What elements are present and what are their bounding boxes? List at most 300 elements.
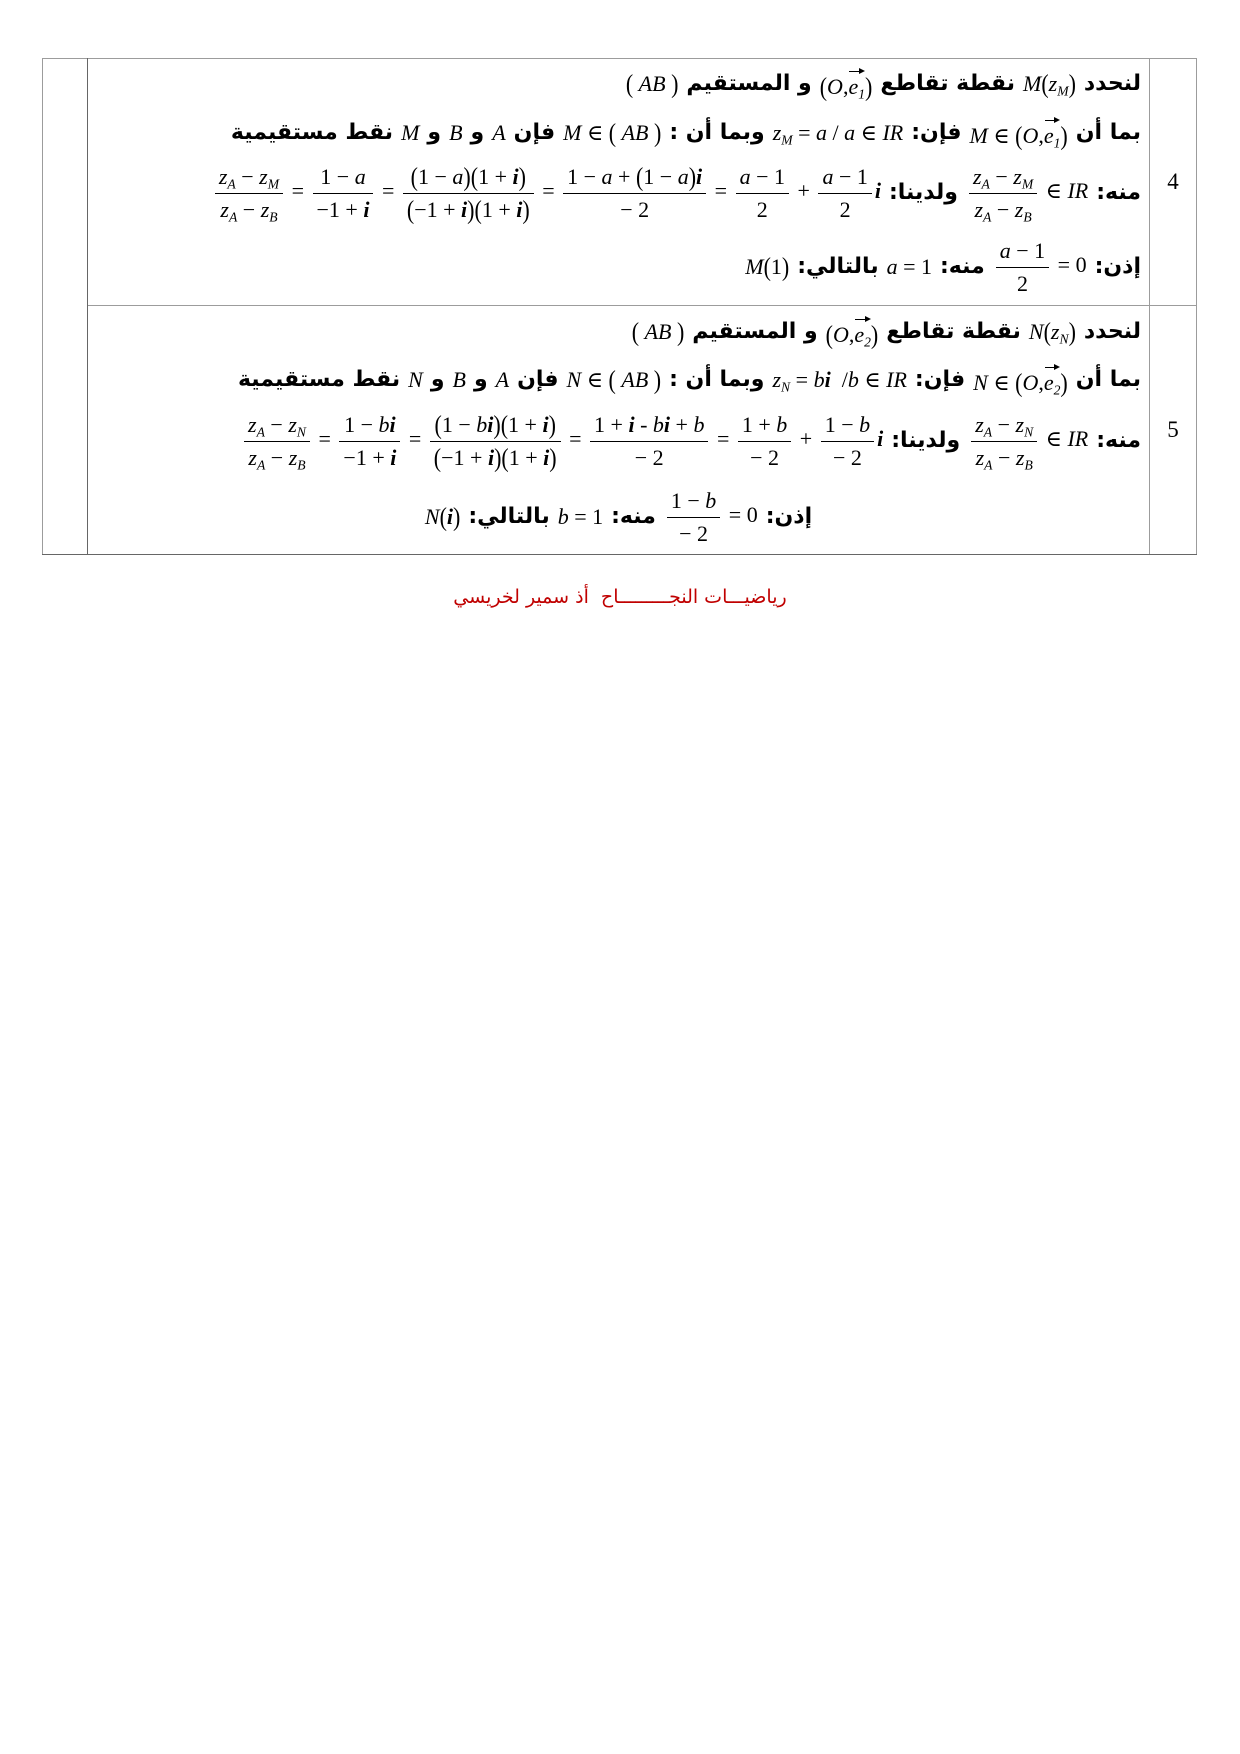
math-text: M ∈ (O, (969, 119, 1044, 151)
variable-symbol: z (1050, 319, 1060, 345)
fraction (667, 487, 720, 547)
solution-table (42, 58, 1197, 555)
subscript: N (296, 424, 306, 440)
math-text (449, 120, 462, 145)
vector-symbol: e (848, 73, 859, 99)
parenthesis: ( (608, 117, 617, 148)
arabic-text: فإن (517, 366, 559, 392)
variable-symbol: z (260, 196, 270, 222)
math-text: (−1 + i)(1 + i) (433, 441, 557, 473)
answer-line (88, 480, 1149, 554)
math-text: (1 − bi)(1 + i) (434, 409, 556, 440)
parenthesis: ) (688, 161, 697, 192)
math-expression (664, 487, 758, 547)
variable-symbol: z (975, 412, 984, 437)
math-text (496, 367, 509, 392)
subscript: M (1021, 176, 1034, 192)
math-expression (966, 163, 1088, 223)
math-text: ∈ IR (1040, 178, 1089, 204)
fraction-denominator (339, 442, 400, 472)
math-letter: I (882, 120, 890, 146)
answer-line (88, 157, 1149, 229)
vector-symbol: e (854, 321, 865, 347)
math-letter: b (859, 412, 871, 437)
math-letter: A (495, 367, 510, 393)
parenthesis: ) (522, 193, 530, 225)
fraction (821, 411, 874, 471)
math-text: = (709, 178, 733, 204)
math-text (625, 68, 679, 99)
math-letter: M (969, 122, 988, 148)
fraction-numerator (430, 411, 561, 442)
math-letter: N (424, 504, 440, 530)
arabic-text: منه: (611, 503, 656, 529)
arabic-text: نقطة تقاطع (886, 318, 1021, 344)
math-letter: a (452, 164, 464, 189)
math-text: N ∈ ( AB ) (566, 364, 662, 395)
page-footer: رياضيـــات النجـــــــــاح أذ سمير لخريسي (453, 586, 787, 608)
parenthesis: ) (653, 117, 662, 148)
math-letter: I (1067, 426, 1075, 452)
math-expression (401, 119, 419, 147)
arabic-text: منه: (1096, 427, 1141, 453)
variable-symbol: z (1013, 164, 1022, 189)
fraction-denominator (969, 194, 1037, 224)
variable-symbol: z (1015, 412, 1025, 437)
math-text: = (376, 178, 400, 204)
arabic-text: فإن (513, 119, 556, 145)
vector-symbol: e (1043, 122, 1054, 148)
fraction-denominator (667, 518, 720, 548)
imaginary-unit: i (824, 367, 831, 393)
fraction-denominator (215, 194, 283, 224)
fraction-numerator (339, 411, 400, 442)
math-letter: B (652, 71, 666, 97)
math-text (870, 318, 879, 350)
math-letter: B (658, 319, 672, 345)
math-variable (975, 412, 993, 440)
math-variable (289, 445, 306, 470)
fraction-numerator (215, 163, 283, 194)
math-text: − 2 (750, 444, 780, 470)
math-letter: b (847, 367, 859, 393)
math-text: −1 + i (343, 444, 397, 470)
parenthesis: ) (494, 441, 502, 473)
math-letter: a (886, 254, 898, 280)
fraction (818, 163, 871, 223)
math-text: 1 + b (741, 412, 788, 437)
parenthesis: ) (781, 251, 790, 282)
math-text: − (991, 196, 1015, 222)
arabic-text: وبما أن : (669, 119, 765, 145)
subscript: B (1023, 208, 1032, 224)
subscript: A (983, 208, 992, 224)
math-letter: M (745, 254, 764, 280)
variable-symbol: z (1014, 196, 1024, 222)
math-variable (248, 445, 265, 470)
math-text: − (235, 164, 260, 189)
arabic-text: نقطة تقاطع (880, 70, 1015, 96)
math-variable (288, 412, 306, 440)
subscript: M (267, 176, 280, 192)
math-letter: a (999, 238, 1011, 263)
math-text: (−1 + i)(1 + i) (406, 193, 530, 225)
math-variable (261, 197, 278, 222)
math-expression (993, 237, 1087, 297)
math-text: − (237, 196, 261, 222)
math-text: = (711, 426, 735, 452)
answer-line (88, 229, 1149, 305)
math-variable (1015, 197, 1032, 222)
math-letter: N (566, 367, 582, 393)
arabic-text: بالتالي: (468, 503, 550, 529)
math-letter: R (893, 367, 907, 393)
math-text: M ∈ ( AB ) (563, 117, 662, 148)
math-variable (1015, 412, 1034, 440)
math-text: M(1) (745, 251, 790, 282)
arabic-text: وبما أن : (669, 366, 765, 392)
question-number: 4 (1150, 59, 1197, 306)
math-text (453, 367, 466, 392)
math-letter: O (1022, 122, 1039, 148)
fraction-denominator (590, 442, 708, 472)
math-text: a − 1 (999, 238, 1046, 263)
parenthesis: ( (819, 70, 828, 102)
subscript: M (1057, 83, 1069, 99)
math-text: 2 (839, 196, 851, 222)
math-variable (259, 164, 280, 192)
answer-line (88, 306, 1149, 358)
math-letter: O (827, 73, 843, 99)
variable-symbol: z (972, 164, 982, 189)
question-number: 5 (1150, 306, 1197, 555)
parenthesis: ) (549, 441, 557, 473)
arabic-text: منه: (1096, 179, 1141, 205)
imaginary-unit: i (628, 412, 635, 437)
subscript: B (297, 456, 306, 472)
math-expression (973, 364, 1068, 397)
vector (1044, 117, 1061, 150)
math-letter: N (408, 367, 423, 393)
subscript: N (1024, 424, 1034, 440)
imaginary-unit: i (874, 178, 881, 204)
math-letter: N (973, 369, 988, 395)
fraction-numerator (971, 411, 1037, 442)
fraction-denominator (403, 194, 534, 224)
parenthesis: ( (1015, 119, 1023, 151)
parenthesis: ( (500, 409, 509, 440)
fraction-numerator (403, 163, 534, 194)
subscript: 2 (1053, 382, 1061, 398)
subscript: B (269, 208, 278, 224)
math-text (401, 120, 419, 145)
math-text: = (563, 426, 588, 452)
fraction-numerator (821, 411, 874, 442)
math-text (1060, 366, 1068, 398)
math-letter: B (634, 367, 649, 393)
math-variable (772, 367, 791, 395)
imaginary-unit: i (446, 504, 454, 530)
math-letter: R (889, 120, 904, 146)
arabic-text: و (470, 119, 485, 145)
answer-cell (88, 306, 1150, 555)
fraction-denominator (996, 268, 1049, 298)
parenthesis: ) (676, 316, 685, 347)
answer-line (88, 358, 1149, 402)
fraction-denominator (430, 442, 561, 472)
math-text: 1 − a + (1 − a)i (567, 161, 703, 192)
math-text: = 0 (723, 502, 758, 528)
fraction (430, 411, 561, 471)
arabic-text: و (427, 119, 442, 145)
fraction-numerator (667, 487, 720, 518)
math-text: 2 (756, 196, 768, 222)
math-expression (212, 163, 881, 223)
fraction-numerator (818, 163, 871, 194)
math-expression (887, 253, 932, 281)
parenthesis: ( (433, 441, 442, 473)
math-letter: a (354, 164, 366, 189)
imaginary-unit: i (390, 444, 397, 470)
math-variable (1048, 71, 1069, 99)
imaginary-unit: i (877, 426, 884, 452)
imaginary-unit: i (663, 412, 671, 437)
fraction (215, 163, 283, 223)
answer-line (88, 109, 1149, 157)
subscript: N (781, 379, 791, 395)
math-text (631, 316, 685, 347)
subscript: B (1024, 456, 1033, 472)
fraction (971, 411, 1037, 471)
math-letter: N (1028, 319, 1044, 345)
subscript: A (228, 208, 238, 224)
margin-column (43, 59, 88, 555)
math-letter: b (557, 504, 569, 530)
imaginary-unit: i (696, 164, 703, 189)
math-expression (492, 119, 505, 147)
variable-symbol: z (772, 367, 782, 393)
math-expression (449, 119, 462, 147)
math-letter: a (822, 164, 834, 189)
math-expression (745, 253, 789, 281)
subscript: M (781, 132, 793, 148)
subscript: 2 (864, 334, 871, 350)
fraction (313, 163, 374, 223)
fraction-numerator (738, 411, 791, 442)
subscript: A (256, 424, 265, 440)
parenthesis: ) (463, 161, 471, 192)
math-text: 2 (1016, 270, 1028, 296)
arabic-text: نقط مستقيمية (230, 119, 394, 145)
math-letter: O (832, 321, 849, 347)
math-text: = (536, 178, 561, 204)
math-expression (558, 503, 603, 531)
math-text: = bi /b ∈ IR (790, 367, 907, 393)
math-expression (1023, 70, 1076, 98)
parenthesis: ) (653, 364, 662, 395)
subscript: A (256, 456, 266, 472)
arabic-text: إذن: (765, 503, 813, 529)
parenthesis: ) (467, 193, 475, 225)
math-text: a = 1 (886, 254, 932, 280)
math-text: − (989, 164, 1014, 189)
math-text: − 2 (679, 520, 709, 546)
math-expression (408, 366, 423, 394)
math-letter: a (816, 120, 828, 146)
imaginary-unit: i (487, 444, 495, 470)
arabic-text: لنحدد (1083, 318, 1141, 344)
subscript: 1 (858, 86, 866, 102)
fraction-numerator (736, 163, 789, 194)
parenthesis: ) (1068, 316, 1076, 347)
vector-symbol: e (1043, 369, 1054, 395)
parenthesis: ( (434, 409, 442, 440)
parenthesis: ( (406, 193, 415, 225)
variable-symbol: z (248, 444, 257, 470)
arabic-text: منه: (940, 253, 985, 279)
math-text: a − 1 (739, 164, 786, 189)
math-text: = (312, 426, 337, 452)
arabic-text: و (430, 366, 445, 392)
math-text: − (264, 412, 289, 437)
math-letter: M (1022, 71, 1042, 97)
parenthesis: ) (548, 409, 556, 440)
math-text: 1 − b (670, 488, 717, 513)
math-expression (970, 117, 1068, 150)
subscript: A (984, 456, 993, 472)
math-text: 1 + i - bi + b (594, 412, 705, 437)
math-text (1022, 68, 1049, 99)
math-letter: a (601, 164, 613, 189)
fraction-denominator (818, 194, 871, 224)
math-text: = (403, 426, 427, 452)
imaginary-unit: i (512, 164, 519, 189)
answer-line (88, 59, 1149, 109)
fraction (738, 411, 791, 471)
math-letter: A (638, 71, 653, 97)
math-text: − (265, 444, 289, 470)
math-expression (826, 316, 879, 349)
fraction-numerator (590, 411, 708, 442)
math-text: N ∈ (O, (973, 366, 1044, 398)
math-letter: M (563, 120, 582, 146)
variable-symbol: z (974, 196, 984, 222)
math-text: −1 + i (316, 196, 370, 222)
arabic-text: لنحدد (1083, 70, 1141, 96)
imaginary-unit: i (363, 196, 370, 222)
math-expression (567, 366, 662, 394)
math-text: 1 − bi (344, 412, 396, 437)
math-expression (496, 366, 509, 394)
math-text (1068, 316, 1076, 347)
fraction-numerator (244, 411, 310, 442)
math-text: + (792, 178, 816, 204)
variable-symbol: z (248, 412, 257, 437)
parenthesis: ( (470, 161, 479, 192)
parenthesis: ( (635, 161, 644, 192)
math-text: = a / a ∈ IR (792, 120, 904, 146)
math-text: − 2 (620, 196, 650, 222)
subscript: N (1059, 331, 1069, 347)
subscript: A (983, 424, 993, 440)
parenthesis: ) (671, 68, 679, 99)
math-expression (772, 366, 906, 394)
math-text (1028, 316, 1051, 347)
fraction-numerator (969, 163, 1037, 194)
math-variable (972, 164, 990, 192)
parenthesis: ( (1041, 68, 1049, 99)
subscript: 1 (1053, 135, 1061, 151)
math-expression (563, 119, 661, 147)
math-letter: R (1074, 178, 1089, 204)
fraction (736, 163, 789, 223)
math-text: − (992, 412, 1016, 437)
parenthesis: ( (631, 316, 640, 347)
fraction-denominator (738, 442, 791, 472)
math-letter: M (401, 120, 420, 146)
imaginary-unit: i (543, 444, 550, 470)
arabic-text: بما أن (1075, 119, 1141, 145)
imaginary-unit: i (487, 412, 494, 437)
math-expression (773, 119, 904, 147)
parenthesis: ( (625, 68, 634, 99)
math-letter: R (1074, 426, 1089, 452)
math-letter: b (813, 367, 825, 393)
imaginary-unit: i (542, 412, 549, 437)
math-text: b = 1 (557, 504, 604, 530)
math-text (865, 70, 873, 102)
math-variable (772, 120, 793, 148)
math-text: a − 1 (822, 164, 868, 189)
parenthesis: ( (1015, 366, 1023, 398)
arabic-text: ولدينا: (891, 427, 961, 453)
table-row (43, 306, 1197, 555)
arabic-text: فإن: (914, 366, 966, 392)
imaginary-unit: i (389, 412, 396, 437)
fraction (590, 411, 708, 471)
vector (854, 316, 871, 349)
math-letter: b (378, 412, 390, 437)
parenthesis: ) (870, 318, 879, 350)
answer-cell (88, 59, 1150, 306)
math-letter: A (492, 120, 506, 146)
math-text: (1 − a)(1 + i) (410, 161, 526, 192)
math-letter: A (621, 367, 635, 393)
math-text (408, 367, 423, 392)
arabic-text: إذن: (1094, 253, 1141, 279)
math-expression (241, 411, 883, 471)
math-letter: b (776, 412, 788, 437)
math-letter: B (449, 120, 463, 146)
math-letter: a (844, 120, 856, 146)
table-row (43, 59, 1197, 306)
math-text (875, 178, 881, 203)
parenthesis: ( (474, 193, 482, 225)
arabic-text: فإن: (911, 119, 962, 145)
math-expression (425, 503, 460, 531)
vector (1044, 364, 1061, 397)
math-expression (968, 411, 1088, 471)
math-letter: I (886, 367, 894, 393)
parenthesis: ( (410, 161, 418, 192)
math-letter: I (1067, 178, 1075, 204)
fraction-denominator (821, 442, 874, 472)
variable-symbol: z (218, 164, 228, 189)
fraction-denominator (563, 194, 706, 224)
parenthesis: ) (865, 70, 873, 102)
parenthesis: ) (1068, 68, 1076, 99)
variable-symbol: z (975, 444, 985, 470)
